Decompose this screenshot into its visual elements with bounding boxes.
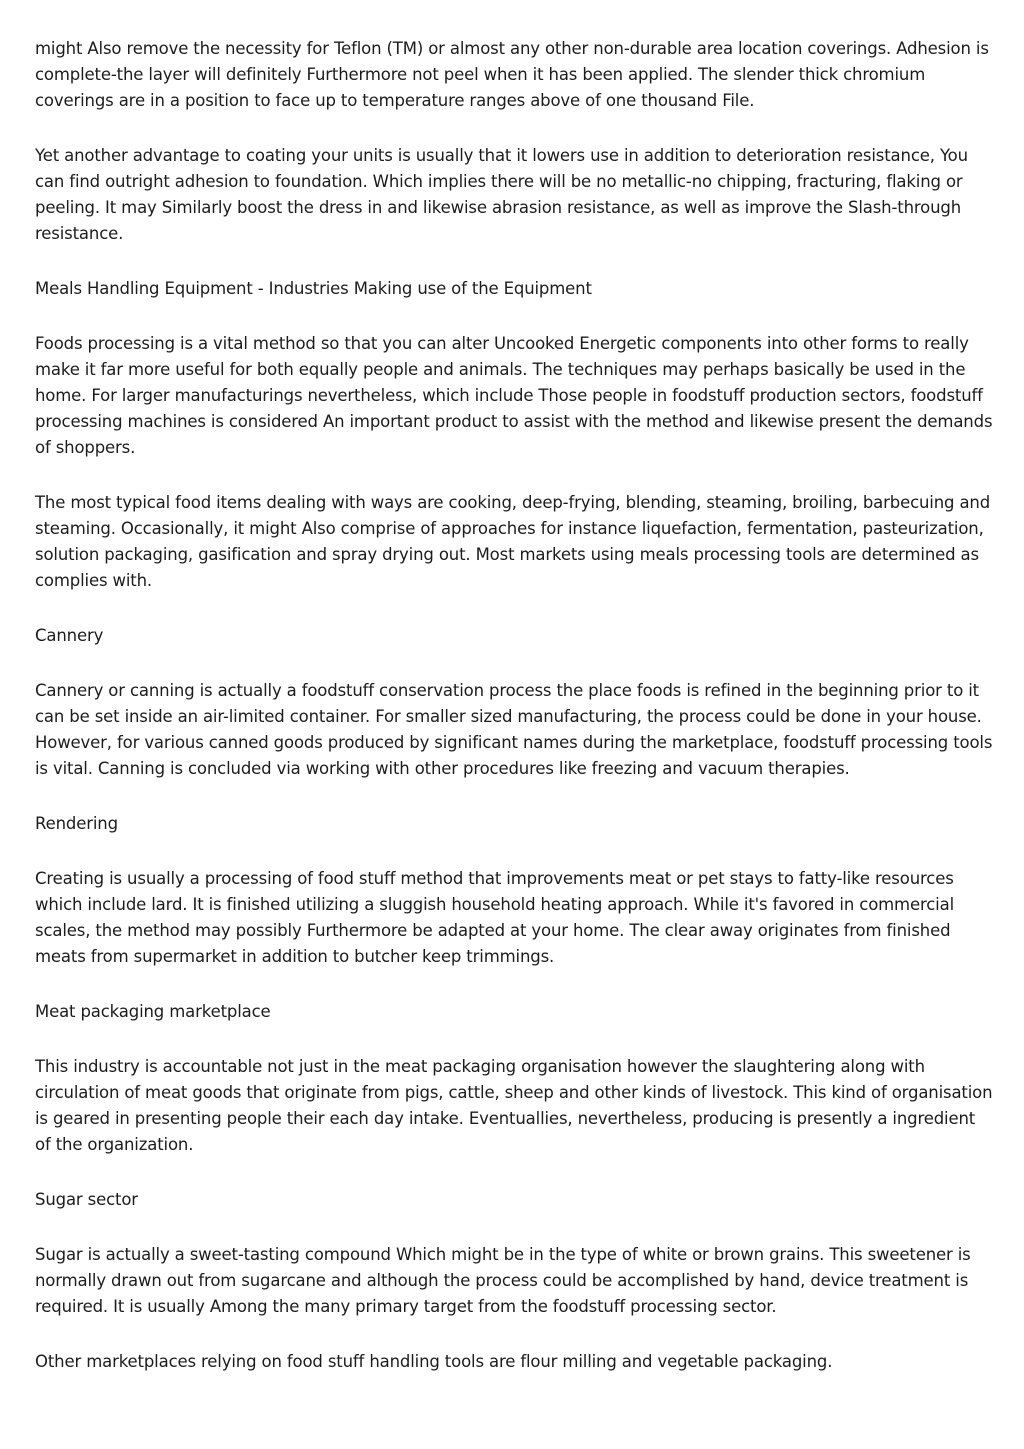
document-body [35, 36, 995, 1404]
paragraph-typical-methods: The most typical food items dealing with ways are cooking, deep-frying, blending, steaming, broiling, barbecuing and steaming. Occasionally, it might Also comprise of approaches for instance liquefaction, fermentation, pasteurization, solution packaging, gasification and spray drying out. Most markets using meals processing tools are determined as complies with. [35, 493, 991, 590]
section-heading-rendering: Rendering [35, 814, 118, 833]
paragraph-rendering: Creating is usually a processing of food stuff method that improvements meat or pet stays to fatty-like resources which include lard. It is finished utilizing a sluggish household heating approach. While it's favored in commercial scales, the method may possibly Furthermore be adapted at your home. The clear away originates from finished meats from supermarket in addition to butcher keep trimmings. [35, 869, 955, 966]
paragraph-sugar: Sugar is actually a sweet-tasting compound Which might be in the type of white or brown grains. This sweetener is normally drawn out from sugarcane and although the process could be accomplished by hand, device treatment is required. It is usually Among the many primary target from the foodstuff processing sector. [35, 1245, 971, 1316]
paragraph-foods-processing: Foods processing is a vital method so that you can alter Uncooked Energetic components into other forms to really make it far more useful for both equally people and animals. The techniques may perhaps basically be used in the home. For larger manufacturings nevertheless, which include Those people in foodstuff production sectors, foodstuff processing machines is considered An important product to assist with the method and likewise present the demands of shoppers. [35, 334, 993, 457]
paragraph-other-marketplaces: Other marketplaces relying on food stuff handling tools are flour milling and vegetable packaging. [35, 1352, 833, 1371]
section-heading-meat-packaging: Meat packaging marketplace [35, 1002, 271, 1021]
paragraph-meat-packaging: This industry is accountable not just in the meat packaging organisation however the slaughtering along with circulation of meat goods that originate from pigs, cattle, sheep and other kinds of livestock. This kind of organisation is geared in presenting people their each day intake. Eventuallies, nevertheless, producing is presently a ingredient of the organization. [35, 1057, 993, 1154]
paragraph-cannery: Cannery or canning is actually a foodstuff conservation process the place foods is refined in the beginning prior to it can be set inside an air-limited container. For smaller sized manufacturing, the process could be done in your house. However, for various canned goods produced by significant names during the marketplace, foodstuff processing tools is vital. Canning is concluded via working with other procedures like freezing and vacuum therapies. [35, 681, 993, 778]
paragraph-coatings: might Also remove the necessity for Teflon (TM) or almost any other non-durable area location coverings. Adhesion is complete-the layer will definitely Furthermore not peel when it has been applied. The slender thick chromium coverings are in a position to face up to temperature ranges above of one thousand File. [35, 39, 989, 110]
section-heading-sugar: Sugar sector [35, 1190, 138, 1209]
section-heading-cannery: Cannery [35, 626, 104, 645]
paragraph-coating-advantage: Yet another advantage to coating your units is usually that it lowers use in addition to deterioration resistance, You can find outright adhesion to foundation. Which implies there will be no metallic-no chipping, fracturing, flaking or peeling. It may Similarly boost the dress in and likewise abrasion resistance, as well as improve the Slash-through resistance. [35, 146, 968, 243]
section-heading-meals-handling: Meals Handling Equipment - Industries Making use of the Equipment [35, 279, 592, 298]
